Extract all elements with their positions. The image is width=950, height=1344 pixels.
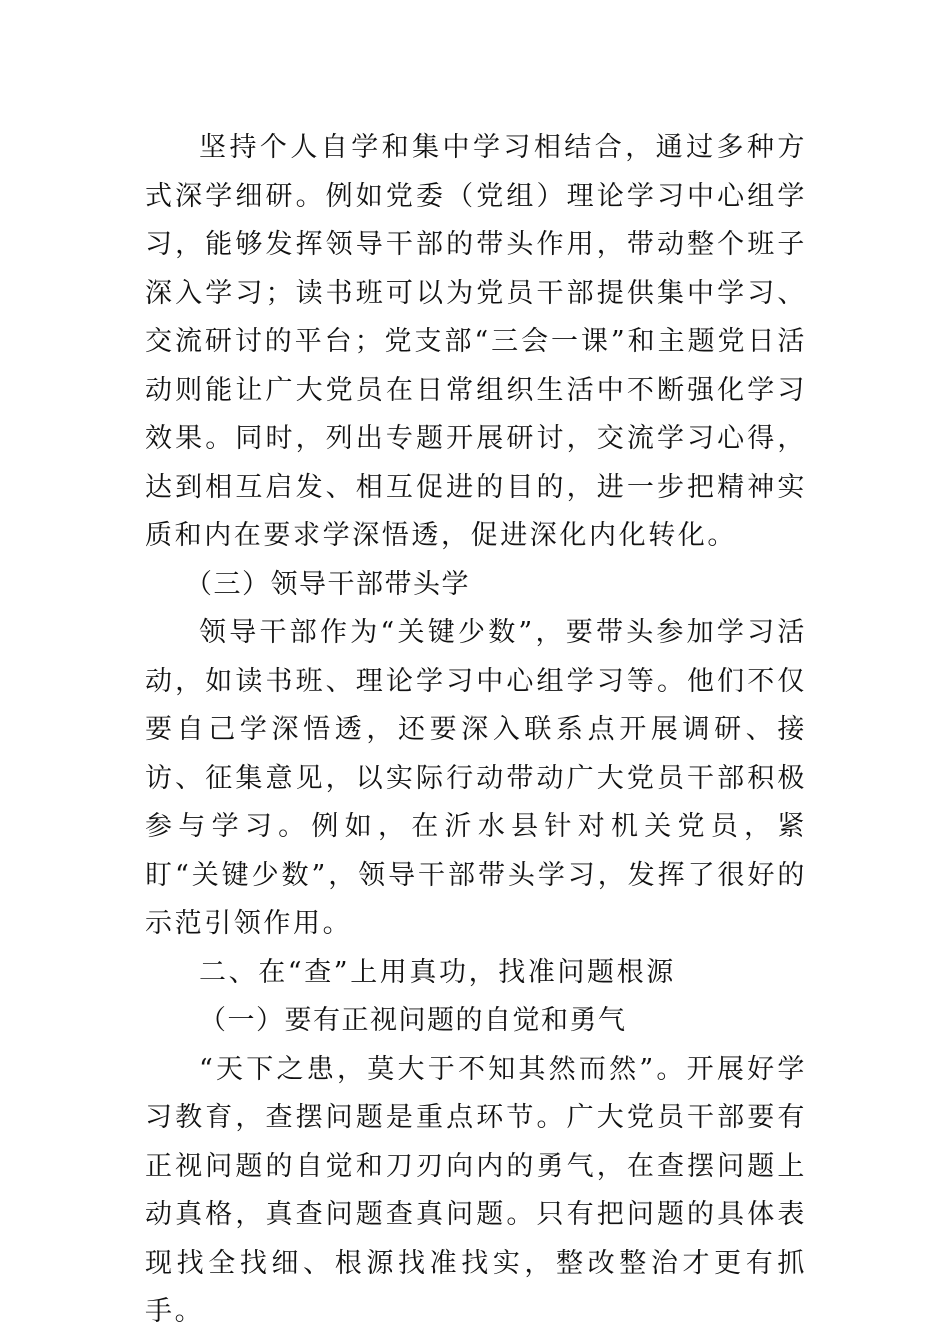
heading-leaders-lead-study: （三）领导干部带头学 [185, 568, 470, 600]
paragraph-study-methods: 坚持个人自学和集中学习相结合，通过多种方式深学细研。例如党委（党组）理论学习中心组学习，能够发挥领导干部的带头作用，带动整个班子深入学习；读书班可以为党员干部提供集中学习、交流研讨的平台；党支部“三会一课”和主题党日活动则能让广大党员在日常组织生活中不断强化学习效果。同时，列出专题开展研讨，交流学习心得，达到相互启发、相互促进的目的，进一步把精神实质和内在要求学深悟透，促进深化内化转化。 [145, 132, 807, 551]
paragraph-find-problems: “天下之患，莫大于不知其然而然”。开展好学习教育，查摆问题是重点环节。广大党员干部要有正视问题的自觉和刀刃向内的勇气，在查摆问题上动真格，真查问题查真问题。只有把问题的具体表现找全找细、根源找准找实，整改整治才更有抓手。 [145, 1053, 807, 1327]
paragraph-key-minority: 领导干部作为“关键少数”，要带头参加学习活动，如读书班、理论学习中心组学习等。他们不仅要自己学深悟透，还要深入联系点开展调研、接访、征集意见，以实际行动带动广大党员干部积极参与学习。例如，在沂水县针对机关党员，紧盯“关键少数”，领导干部带头学习，发挥了很好的示范引领作用。 [145, 617, 807, 939]
document-body [145, 124, 807, 1337]
heading-section-two: 二、在“查”上用真功，找准问题根源 [199, 956, 676, 988]
heading-face-problems: （一）要有正视问题的自觉和勇气 [199, 1005, 627, 1036]
